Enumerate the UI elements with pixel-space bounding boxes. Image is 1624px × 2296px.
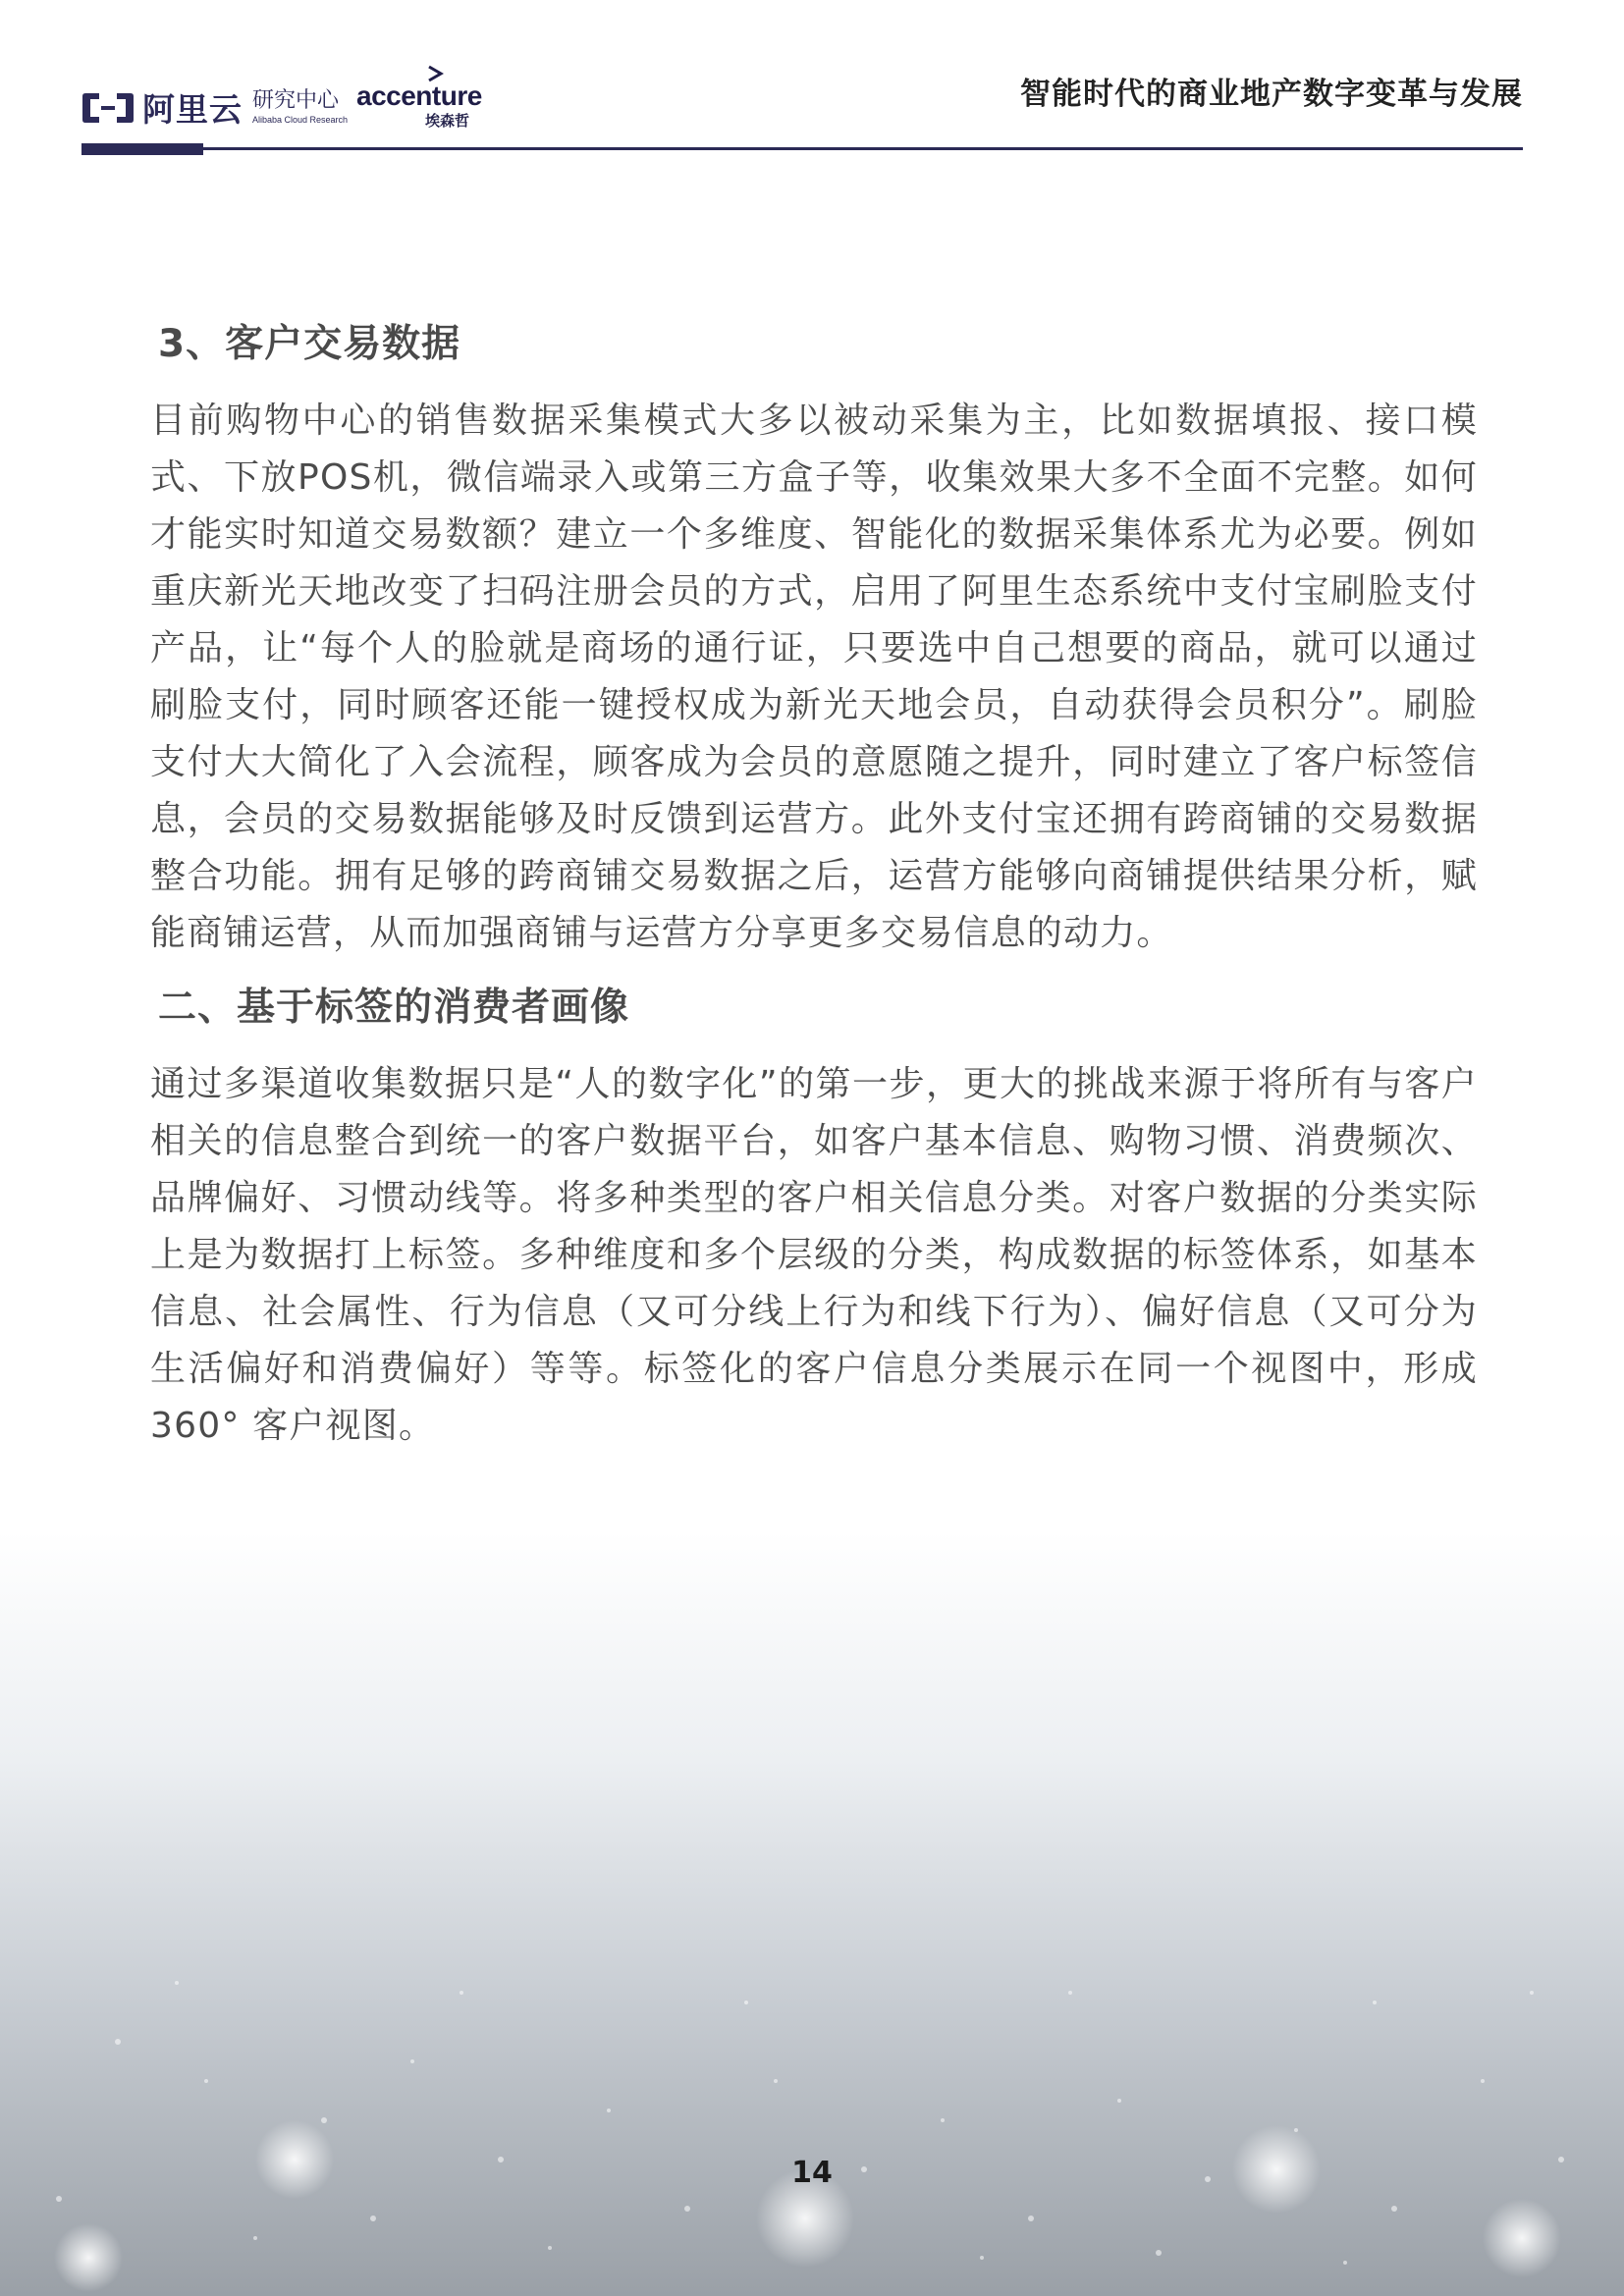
accenture-logo xyxy=(356,65,484,130)
page-content xyxy=(150,310,1478,1455)
header-divider xyxy=(81,147,1523,150)
alibaba-cloud-research-logo xyxy=(81,84,348,131)
section-heading: 二、基于标签的消费者画像 xyxy=(158,986,630,1030)
header-divider-accent xyxy=(81,143,203,155)
aliyun-sub-cn: 研究中心 xyxy=(252,88,340,113)
document-title: 智能时代的商业地产数字变革与发展 xyxy=(1020,77,1523,112)
section-paragraph: 目前购物中心的销售数据采集模式大多以被动采集为主，比如数据填报、接口模式、下放POS机，微信端录入或第三方盒子等，收集效果大多不全面不完整。如何才能实时知道交易数额？建立一个多维度、智能化的数据采集体系尤为必要。例如重庆新光天地改变了扫码注册会员的方式，启用了阿里生态系统中支付宝刷脸支付产品，让“每个人的脸就是商场的通行证，只要选中自己想要的商品，就可以通过刷脸支付，同时顾客还能一键授权成为新光天地会员，自动获得会员积分”。刷脸支付大大简化了入会流程，顾客成为会员的意愿随之提升，同时建立了客户标签信息，会员的交易数据能够及时反馈到运营方。此外支付宝还拥有跨商铺的交易数据整合功能。拥有足够的跨商铺交易数据之后，运营方能够向商铺提供结果分析，赋能商铺运营，从而加强商铺与运营方分享更多交易信息的动力。 xyxy=(150,400,1478,953)
aliyun-sub-en: Alibaba Cloud Research xyxy=(252,115,349,125)
aliyun-name: 阿里云 xyxy=(142,90,243,129)
accenture-cn: 埃森哲 xyxy=(425,112,470,130)
page-header xyxy=(81,61,1523,159)
page-number: 14 xyxy=(791,2156,833,2190)
alibaba-cloud-logo-icon xyxy=(81,91,135,125)
section-paragraph: 通过多渠道收集数据只是“人的数字化”的第一步，更大的挑战来源于将所有与客户相关的信息整合到统一的客户数据平台，如客户基本信息、购物习惯、消费频次、品牌偏好、习惯动线等。将多种类型的客户相关信息分类。对客户数据的分类实际上是为数据打上标签。多种维度和多个层级的分类，构成数据的标签体系，如基本信息、社会属性、行为信息（又可分线上行为和线下行为）、偏好信息（又可分为生活偏好和消费偏好）等等。标签化的客户信息分类展示在同一个视图中，形成360° 客户视图。 xyxy=(150,1064,1478,1446)
accenture-name: accenture xyxy=(356,80,482,111)
section-heading: 3、客户交易数据 xyxy=(158,322,461,366)
